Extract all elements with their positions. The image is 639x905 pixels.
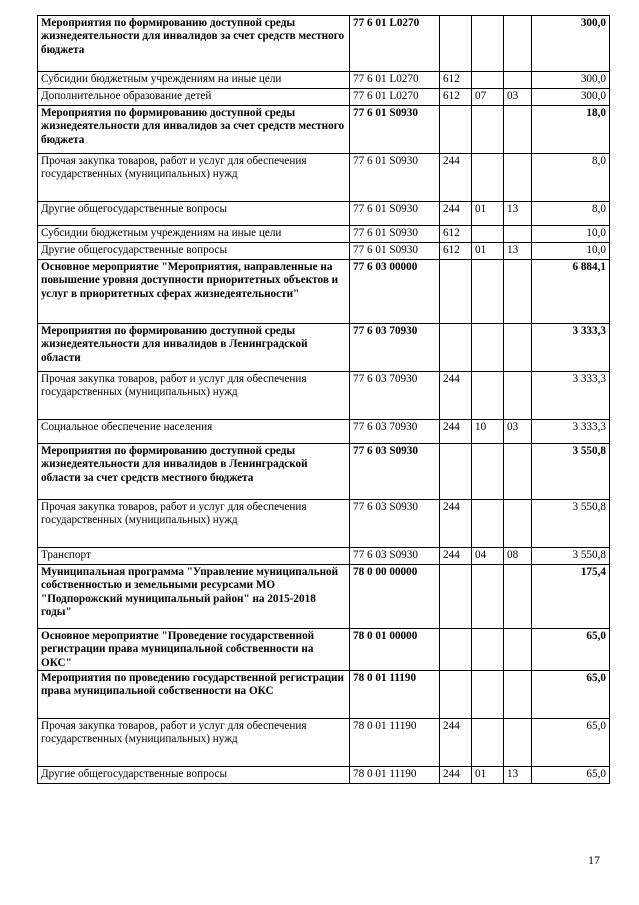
row-pr: 03 bbox=[504, 89, 532, 106]
row-name: Основное мероприятие "Проведение государственной регистрации права муниципальной собственности на ОКС" bbox=[38, 629, 350, 671]
row-pr bbox=[504, 372, 532, 420]
row-pr bbox=[504, 718, 532, 766]
table-row bbox=[38, 243, 610, 260]
table-row bbox=[38, 154, 610, 202]
row-pr bbox=[504, 670, 532, 718]
row-code: 77 6 03 S0930 bbox=[350, 548, 440, 565]
row-rz bbox=[472, 565, 504, 629]
row-name: Мероприятия по формированию доступной среды жизнедеятельности для инвалидов в Ленинградской области bbox=[38, 324, 350, 372]
row-vr bbox=[440, 16, 472, 72]
table-row bbox=[38, 629, 610, 671]
table-row bbox=[38, 766, 610, 783]
row-rz bbox=[472, 372, 504, 420]
row-rz: 01 bbox=[472, 202, 504, 226]
row-vr: 244 bbox=[440, 420, 472, 444]
row-sum: 3 333,3 bbox=[532, 324, 610, 372]
row-pr bbox=[504, 324, 532, 372]
table-row bbox=[38, 444, 610, 500]
row-sum: 65,0 bbox=[532, 766, 610, 783]
row-code: 77 6 01 L0270 bbox=[350, 72, 440, 89]
row-sum: 8,0 bbox=[532, 154, 610, 202]
row-rz bbox=[472, 226, 504, 243]
row-code: 77 6 01 S0930 bbox=[350, 154, 440, 202]
row-vr: 244 bbox=[440, 766, 472, 783]
row-code: 77 6 03 S0930 bbox=[350, 500, 440, 548]
row-vr bbox=[440, 565, 472, 629]
row-code: 77 6 01 L0270 bbox=[350, 16, 440, 72]
page-number: 17 bbox=[588, 853, 600, 867]
row-sum: 3 333,3 bbox=[532, 420, 610, 444]
table-row bbox=[38, 72, 610, 89]
row-vr bbox=[440, 670, 472, 718]
row-vr: 612 bbox=[440, 243, 472, 260]
row-vr bbox=[440, 444, 472, 500]
table-row bbox=[38, 226, 610, 243]
table-row bbox=[38, 670, 610, 718]
row-rz bbox=[472, 670, 504, 718]
row-code: 78 0 00 00000 bbox=[350, 565, 440, 629]
row-name: Субсидии бюджетным учреждениям на иные цели bbox=[38, 72, 350, 89]
row-vr: 244 bbox=[440, 548, 472, 565]
table-row bbox=[38, 420, 610, 444]
row-name: Социальное обеспечение населения bbox=[38, 420, 350, 444]
table-row bbox=[38, 106, 610, 154]
row-code: 77 6 01 S0930 bbox=[350, 243, 440, 260]
row-name: Мероприятия по формированию доступной среды жизнедеятельности для инвалидов в Ленинградской области за счет средств местного бюджета bbox=[38, 444, 350, 500]
row-name: Мероприятия по проведению государственной регистрации права муниципальной собственности на ОКС bbox=[38, 670, 350, 718]
row-name: Другие общегосударственные вопросы bbox=[38, 766, 350, 783]
row-rz bbox=[472, 154, 504, 202]
row-name: Основное мероприятие "Мероприятия, направленные на повышение уровня доступности приоритетных объектов и услуг в приоритетных сферах жизнедеятельности" bbox=[38, 260, 350, 324]
row-sum: 175,4 bbox=[532, 565, 610, 629]
row-name: Субсидии бюджетным учреждениям на иные цели bbox=[38, 226, 350, 243]
row-name: Другие общегосударственные вопросы bbox=[38, 202, 350, 226]
row-rz bbox=[472, 260, 504, 324]
row-pr bbox=[504, 565, 532, 629]
row-code: 78 0 01 11190 bbox=[350, 718, 440, 766]
row-rz: 10 bbox=[472, 420, 504, 444]
table-row bbox=[38, 202, 610, 226]
row-sum: 6 884,1 bbox=[532, 260, 610, 324]
row-rz bbox=[472, 16, 504, 72]
row-vr: 612 bbox=[440, 226, 472, 243]
row-code: 77 6 01 S0930 bbox=[350, 202, 440, 226]
table-row bbox=[38, 324, 610, 372]
row-vr bbox=[440, 106, 472, 154]
row-code: 78 0 01 11190 bbox=[350, 670, 440, 718]
row-name: Прочая закупка товаров, работ и услуг для обеспечения государственных (муниципальных) нужд bbox=[38, 154, 350, 202]
row-code: 77 6 03 70930 bbox=[350, 420, 440, 444]
table-row bbox=[38, 565, 610, 629]
row-rz: 01 bbox=[472, 243, 504, 260]
row-vr: 244 bbox=[440, 202, 472, 226]
row-name: Другие общегосударственные вопросы bbox=[38, 243, 350, 260]
row-pr bbox=[504, 629, 532, 671]
row-code: 77 6 01 L0270 bbox=[350, 89, 440, 106]
row-pr: 13 bbox=[504, 243, 532, 260]
row-sum: 3 550,8 bbox=[532, 548, 610, 565]
row-code: 77 6 01 S0930 bbox=[350, 106, 440, 154]
row-pr bbox=[504, 72, 532, 89]
row-sum: 300,0 bbox=[532, 16, 610, 72]
row-sum: 10,0 bbox=[532, 226, 610, 243]
row-code: 77 6 03 S0930 bbox=[350, 444, 440, 500]
row-pr bbox=[504, 226, 532, 243]
row-sum: 65,0 bbox=[532, 629, 610, 671]
row-vr: 244 bbox=[440, 372, 472, 420]
row-vr: 244 bbox=[440, 154, 472, 202]
row-name: Транспорт bbox=[38, 548, 350, 565]
table-row bbox=[38, 89, 610, 106]
row-code: 77 6 03 70930 bbox=[350, 324, 440, 372]
row-rz bbox=[472, 500, 504, 548]
row-sum: 3 333,3 bbox=[532, 372, 610, 420]
row-code: 77 6 01 S0930 bbox=[350, 226, 440, 243]
row-rz: 04 bbox=[472, 548, 504, 565]
row-rz bbox=[472, 444, 504, 500]
row-sum: 10,0 bbox=[532, 243, 610, 260]
table-row bbox=[38, 260, 610, 324]
row-pr bbox=[504, 500, 532, 548]
row-rz bbox=[472, 718, 504, 766]
table-row bbox=[38, 16, 610, 72]
row-sum: 300,0 bbox=[532, 72, 610, 89]
table-row bbox=[38, 372, 610, 420]
row-rz: 01 bbox=[472, 766, 504, 783]
row-vr bbox=[440, 629, 472, 671]
row-rz bbox=[472, 72, 504, 89]
row-sum: 8,0 bbox=[532, 202, 610, 226]
row-name: Прочая закупка товаров, работ и услуг для обеспечения государственных (муниципальных) нужд bbox=[38, 500, 350, 548]
row-pr bbox=[504, 154, 532, 202]
row-vr bbox=[440, 324, 472, 372]
row-code: 77 6 03 00000 bbox=[350, 260, 440, 324]
row-name: Муниципальная программа "Управление муниципальной собственностью и земельными ресурсами МО "Подпорожский муниципальный район" на 2015-2018 годы" bbox=[38, 565, 350, 629]
row-name: Дополнительное образование детей bbox=[38, 89, 350, 106]
row-rz bbox=[472, 324, 504, 372]
row-vr: 612 bbox=[440, 89, 472, 106]
row-code: 77 6 03 70930 bbox=[350, 372, 440, 420]
row-code: 78 0 01 11190 bbox=[350, 766, 440, 783]
table-row bbox=[38, 500, 610, 548]
row-rz: 07 bbox=[472, 89, 504, 106]
row-sum: 18,0 bbox=[532, 106, 610, 154]
row-rz bbox=[472, 629, 504, 671]
row-sum: 300,0 bbox=[532, 89, 610, 106]
row-vr: 244 bbox=[440, 718, 472, 766]
row-vr bbox=[440, 260, 472, 324]
row-sum: 3 550,8 bbox=[532, 444, 610, 500]
row-name: Прочая закупка товаров, работ и услуг для обеспечения государственных (муниципальных) нужд bbox=[38, 372, 350, 420]
row-pr bbox=[504, 16, 532, 72]
row-name: Мероприятия по формированию доступной среды жизнедеятельности для инвалидов за счет средств местного бюджета bbox=[38, 106, 350, 154]
row-pr bbox=[504, 444, 532, 500]
table-row bbox=[38, 718, 610, 766]
row-vr: 612 bbox=[440, 72, 472, 89]
row-vr: 244 bbox=[440, 500, 472, 548]
row-pr: 13 bbox=[504, 202, 532, 226]
row-sum: 65,0 bbox=[532, 718, 610, 766]
row-pr bbox=[504, 260, 532, 324]
budget-table bbox=[37, 15, 610, 784]
row-sum: 3 550,8 bbox=[532, 500, 610, 548]
row-sum: 65,0 bbox=[532, 670, 610, 718]
row-name: Мероприятия по формированию доступной среды жизнедеятельности для инвалидов за счет средств местного бюджета bbox=[38, 16, 350, 72]
row-pr: 13 bbox=[504, 766, 532, 783]
row-pr: 08 bbox=[504, 548, 532, 565]
row-code: 78 0 01 00000 bbox=[350, 629, 440, 671]
table-row bbox=[38, 548, 610, 565]
row-pr: 03 bbox=[504, 420, 532, 444]
row-pr bbox=[504, 106, 532, 154]
row-rz bbox=[472, 106, 504, 154]
row-name: Прочая закупка товаров, работ и услуг для обеспечения государственных (муниципальных) нужд bbox=[38, 718, 350, 766]
